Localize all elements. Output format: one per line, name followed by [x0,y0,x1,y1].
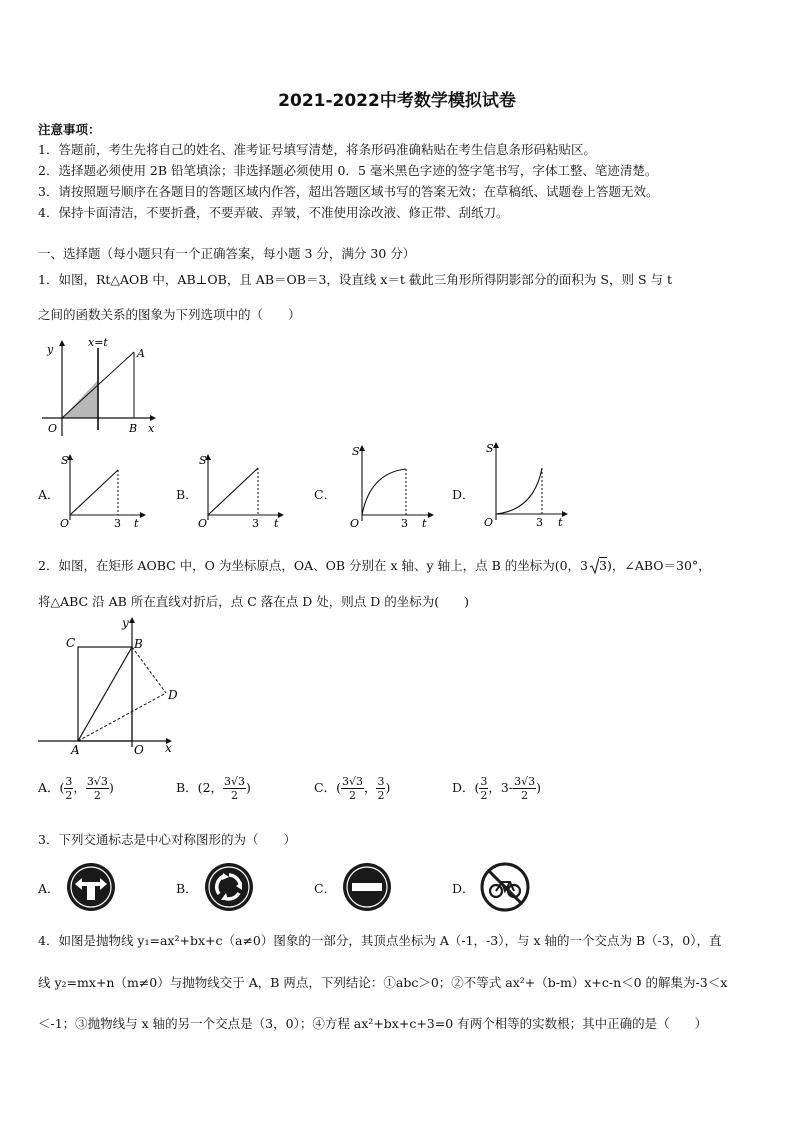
q1-option-D-letter[interactable]: D． [452,487,475,502]
q2-stem-line1: 2．如图，在矩形 AOBC 中，O 为坐标原点，OA、OB 分别在 x 轴、y 轴上，点 B 的坐标为(0，3 3)，∠ABO＝30°， [38,558,711,573]
svg-text:x: x [165,741,172,755]
fig-label-line: x=t [88,336,108,349]
svg-text:t: t [134,517,139,530]
q1-stem-line1: 1．如图，Rt△AOB 中，AB⊥OB，且 AB＝OB＝3，设直线 x＝t 截此三角形所得阴影部分的面积为 S，则 S 与 t [38,272,672,287]
q1-option-C-letter[interactable]: C． [314,487,337,502]
svg-text:D: D [168,688,178,702]
q3-option-A-letter[interactable]: A． [38,881,60,896]
svg-text:t: t [558,516,563,529]
q3-option-D-letter[interactable]: D． [452,881,475,896]
graph-curve [496,468,542,514]
q3-option-C-letter[interactable]: C． [314,881,337,896]
svg-text:S: S [61,454,69,467]
q1-option-A-graph[interactable] [56,452,148,530]
no-bicycles-sign-icon[interactable] [480,862,530,912]
q2-option-B[interactable]: B．(2， $\frac{3√3}{2}$ ) [176,775,251,802]
svg-text:O: O [60,517,70,530]
section-heading: 一、选择题（每小题只有一个正确答案，每小题 3 分，满分 30 分） [38,246,416,261]
svg-text:3: 3 [536,516,543,529]
note-item: 4．保持卡面清洁，不要折叠，不要弄破、弄皱，不准使用涂改液、修正带、刮纸刀。 [38,205,509,220]
q1-figure [36,338,166,438]
q4-stem-line3: ＜-1；③抛物线与 x 轴的另一个交点是（3，0）；④方程 ax²+bx+c+3=0 有两个相等的实数根；其中正确的是（ ） [38,1016,708,1031]
svg-text:3: 3 [114,517,121,530]
notes-heading: 注意事项： [38,122,101,137]
svg-text:S: S [352,445,360,458]
q3-option-B-letter[interactable]: B． [176,881,198,896]
q1-option-A-letter[interactable]: A． [38,487,60,502]
q2-stem-line2: 将△ABC 沿 AB 所在直线对折后，点 C 落在点 D 处，则点 D 的坐标为( ) [38,594,469,609]
note-item: 2．选择题必须使用 2B 铅笔填涂；非选择题必须使用 0．5 毫米黑色字迹的签字笔书写，字体工整、笔迹清楚。 [38,163,658,178]
roundabout-sign-icon[interactable] [204,862,254,912]
svg-text:C: C [66,636,76,650]
note-item: 1．答题前，考生先将自己的姓名、准考证号填写清楚，将条形码准确粘贴在考生信息条形码粘贴区。 [38,142,596,157]
svg-text:3: 3 [252,517,259,530]
page-title: 2021-2022中考数学模拟试卷 [278,91,516,111]
svg-text:A: A [71,743,80,757]
q1-option-B-letter[interactable]: B． [176,487,198,502]
graph-curve [362,469,406,515]
svg-text:O: O [134,743,144,757]
svg-text:S: S [486,442,494,455]
q2-option-D[interactable]: D．( $\frac{3}{2}$ ，3- $\frac{3√3}{2}$ ) [452,775,541,802]
q2-option-C[interactable]: C．( $\frac{3√3}{2}$ ， $\frac{3}{2}$ ) [314,775,391,802]
svg-text:t: t [422,517,427,530]
no-entry-sign-icon[interactable] [342,862,392,912]
shaded-region [62,380,98,418]
graph-curve [208,468,258,515]
svg-text:t: t [274,517,279,530]
svg-text:3: 3 [401,517,408,530]
graph-curve [70,470,118,515]
fig-label-O: O [48,422,58,435]
svg-text:O: O [350,517,360,530]
fig-label-y: y [47,343,54,356]
svg-text:O: O [198,517,208,530]
q3-stem: 3．下列交通标志是中心对称图形的为（ ） [38,832,296,847]
svg-text:B: B [134,637,143,651]
fig-label-A: A [137,347,145,360]
q1-option-B-graph[interactable] [194,452,286,530]
fig-label-B: B [129,422,138,435]
diagonal-AB [78,647,132,741]
q2-option-A[interactable]: A．( $\frac{3}{2}$ ， $\frac{3√3}{2}$ ) [38,775,114,802]
q1-stem-line2: 之间的函数关系的图象为下列选项中的（ ） [38,307,301,322]
q4-stem-line2: 线 y₂=mx+n（m≠0）与抛物线交于 A，B 两点，下列结论：①abc＞0；②不等式 ax²+（b-m）x+c-n＜0 的解集为-3＜x [38,975,728,990]
x-axis-arrow [150,415,156,421]
q4-stem-line1: 4．如图是抛物线 y₁=ax²+bx+c（a≠0）图象的一部分，其顶点坐标为 A（-1，-3），与 x 轴的一个交点为 B（-3，0），直 [38,933,722,948]
fig-label-x: x [148,422,155,435]
y-axis-arrow [59,340,65,346]
q1-option-D-graph[interactable] [476,440,572,530]
q1-option-C-graph[interactable] [340,443,436,531]
turn-left-right-sign-icon[interactable] [66,862,116,912]
note-item: 3．请按照题号顺序在各题目的答题区域内作答，超出答题区域书写的答案无效；在草稿纸、试题卷上答题无效。 [38,184,659,199]
svg-text:y: y [122,616,129,630]
svg-text:S: S [199,454,207,467]
q2-figure [36,615,186,755]
svg-text:O: O [484,516,494,529]
